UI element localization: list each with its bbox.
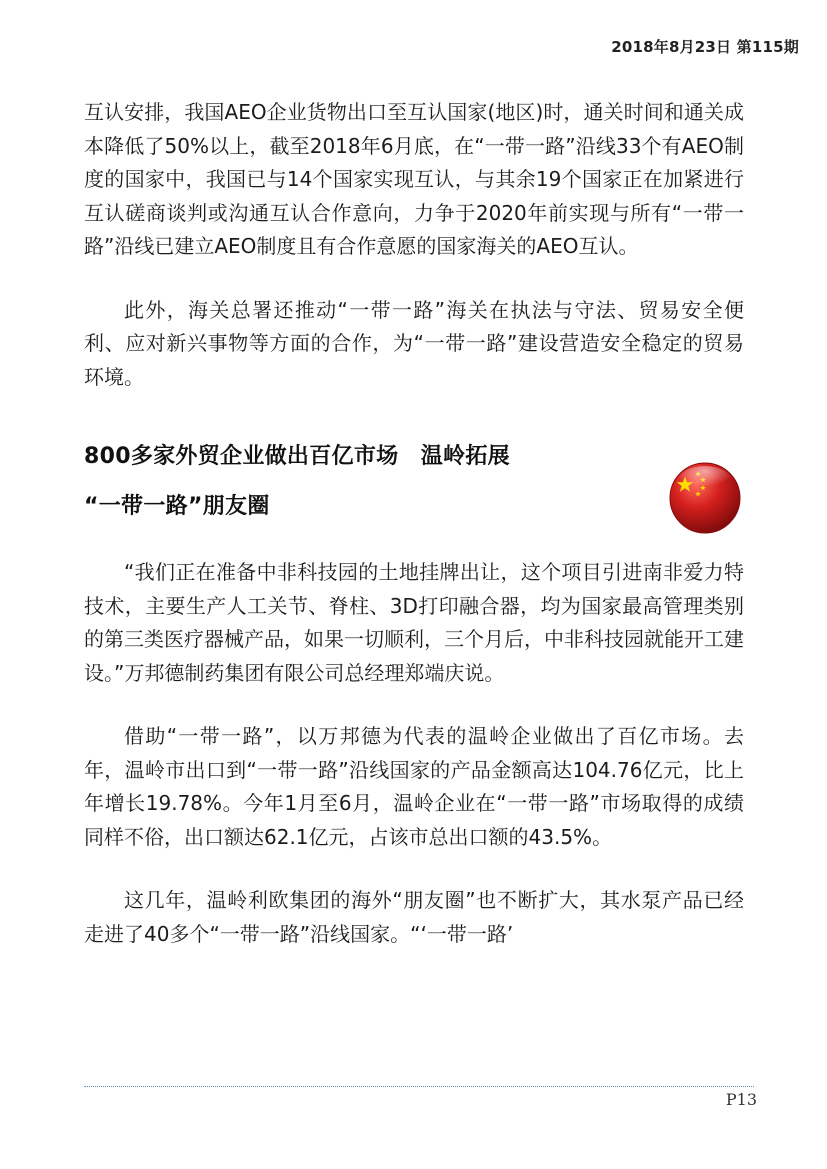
paragraph-quote-zheng: “我们正在准备中非科技园的土地挂牌出让，这个项目引进南非爱力特技术，主要生产人工关节、脊柱、3D打印融合器，均为国家最高管理类别的第三类医疗器械产品，如果一切顺利，三个月后，中非科技园就能开工建设。”万邦德制药集团有限公司总经理郑端庆说。 xyxy=(84,560,744,685)
paragraph-customs-cooperation: 此外，海关总署还推动“一带一路”海关在执法与守法、贸易安全便利、应对新兴事物等方面的合作，为“一带一路”建设营造安全稳定的贸易环境。 xyxy=(84,297,744,389)
page-number: P13 xyxy=(725,1090,757,1109)
paragraph-wenling-market: 借助“一带一路”，以万邦德为代表的温岭企业做出了百亿市场。去年，温岭市出口到“一带一路”沿线国家的产品金额高达104.76亿元，比上年增长19.78%。今年1月至6月，温岭企业在“一带一路”市场取得的成绩同样不俗，出口额达62.1亿元，占该市总出口额的43.5%。 xyxy=(84,724,744,849)
paragraph-leo-group: 这几年，温岭利欧集团的海外“朋友圈”也不断扩大，其水泵产品已经走进了40多个“一带一路”沿线国家。“‘一带一路’ xyxy=(84,888,744,946)
section-title-line2: “一带一路”朋友圈 xyxy=(84,494,270,519)
footer-divider xyxy=(84,1086,754,1087)
section-title-line1: 800多家外贸企业做出百亿市场 温岭拓展 xyxy=(84,444,510,469)
paragraph-aeo-mutual-recognition: 互认安排，我国AEO企业货物出口至互认国家(地区)时，通关时间和通关成本降低了50%以上，截至2018年6月底，在“一带一路”沿线33个有AEO制度的国家中，我国已与14个国家实现互认，与其余19个国家正在加紧进行互认磋商谈判或沟通互认合作意向，力争于2020年前实现与所有“一带一路”沿线已建立AEO制度且有合作意愿的国家海关的AEO互认。 xyxy=(84,100,744,258)
section-heading xyxy=(84,434,644,530)
article-body xyxy=(84,96,744,951)
issue-date: 2018年8月23日 第115期 xyxy=(611,38,799,56)
